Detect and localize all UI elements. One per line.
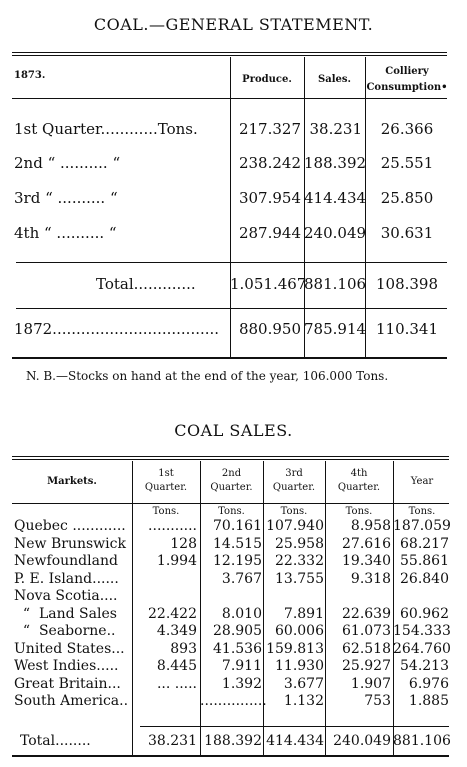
- total-colliery: 108.398: [375, 275, 439, 293]
- cell-q3: 159.813: [266, 640, 324, 657]
- cell-q1: ... .....: [156, 675, 197, 692]
- cell-q4: 61.073: [342, 623, 391, 639]
- unit-label: Tons.: [280, 506, 308, 517]
- cell-year: 55.861: [400, 553, 449, 569]
- cell-year: 6.976: [408, 675, 449, 692]
- header-q1-word: Quarter.: [144, 482, 188, 493]
- prev-produce: 880.950: [238, 320, 301, 338]
- row-label: 1st Quarter............Tons.: [14, 120, 198, 138]
- cell-market: Newfoundland: [14, 553, 118, 569]
- rule: [12, 456, 449, 457]
- cell-q2: 14.515: [213, 535, 262, 552]
- header-year: Year: [410, 476, 434, 487]
- rule: [12, 52, 447, 53]
- header-markets: Markets.: [47, 476, 97, 487]
- header-q1-num: 1st: [158, 468, 174, 479]
- cell-q3: 22.332: [275, 553, 324, 569]
- cell-colliery: 25.850: [380, 189, 434, 207]
- total-label: Total.............: [96, 275, 196, 293]
- header-colliery: Colliery: [385, 66, 429, 77]
- cell-market: Nova Scotia....: [14, 588, 118, 604]
- total-q3: 414.434: [266, 733, 324, 749]
- row-label: 2nd “ .......... “: [14, 154, 121, 172]
- rule: [16, 262, 447, 263]
- cell-produce: 217.327: [238, 120, 301, 138]
- cell-market: “ Seaborne..: [14, 623, 116, 639]
- cell-market: New Brunswick: [14, 535, 126, 552]
- cell-q2: 7.911: [221, 658, 262, 674]
- prev-label: 1872...................................: [14, 320, 220, 338]
- cell-q2: 41.536: [213, 640, 262, 657]
- cell-market: Quebec ............: [14, 518, 126, 534]
- cell-year: 154.333: [393, 623, 451, 639]
- cell-sales: 188.392: [304, 154, 367, 172]
- cell-q4: 19.340: [342, 553, 391, 569]
- cell-year: 54.213: [400, 658, 449, 674]
- rule: [12, 98, 447, 99]
- cell-q2: 3.767: [221, 570, 262, 587]
- total-sales: 881.106: [304, 275, 367, 293]
- header-q2-num: 2nd: [221, 468, 242, 479]
- cell-q3: 107.940: [266, 518, 324, 534]
- stock-note: N. B.—Stocks on hand at the end of the year, 106.000 Tons.: [26, 369, 389, 383]
- cell-market: “ Land Sales: [14, 605, 117, 622]
- cell-q1: 4.349: [156, 623, 197, 639]
- cell-q1: ...........: [148, 518, 197, 534]
- total-q1: 38.231: [148, 733, 197, 749]
- cell-market: West Indies.....: [14, 658, 119, 674]
- unit-label: Tons.: [152, 506, 180, 517]
- cell-q3: 3.677: [283, 675, 324, 692]
- cell-q2: 12.195: [213, 553, 262, 569]
- cell-year: 26.840: [400, 570, 449, 587]
- header-consumption: Consumption•: [366, 82, 448, 93]
- cell-market: P. E. Island......: [14, 570, 119, 587]
- total-q2: 188.392: [204, 733, 262, 749]
- cell-year: 60.962: [400, 605, 449, 622]
- cell-market: United States...: [14, 640, 125, 657]
- cell-q1: 1.994: [156, 553, 197, 569]
- rule: [12, 459, 449, 460]
- column-divider: [304, 57, 305, 357]
- cell-year: 1.885: [408, 693, 449, 709]
- cell-q3: 11.930: [275, 658, 324, 674]
- header-q4-word: Quarter.: [337, 482, 381, 493]
- header-q3-num: 3rd: [285, 468, 303, 479]
- cell-market: Great Britain...: [14, 675, 121, 692]
- prev-sales: 785.914: [304, 320, 367, 338]
- cell-q1: 893: [170, 640, 197, 657]
- total-year: 881.106: [393, 733, 451, 749]
- cell-produce: 238.242: [238, 154, 301, 172]
- header-produce: Produce.: [242, 74, 292, 85]
- cell-q2: 28.905: [213, 623, 262, 639]
- rule: [16, 308, 447, 309]
- unit-label: Tons.: [408, 506, 436, 517]
- column-divider: [365, 57, 366, 357]
- cell-q3: 7.891: [283, 605, 324, 622]
- cell-q4: 62.518: [342, 640, 391, 657]
- header-sales: Sales.: [318, 74, 351, 85]
- cell-q1: 8.445: [156, 658, 197, 674]
- cell-q4: 25.927: [342, 658, 391, 674]
- cell-q2: ...............: [200, 693, 267, 709]
- year-label: 1873.: [14, 70, 46, 81]
- cell-colliery: 26.366: [380, 120, 434, 138]
- cell-q2: 1.392: [221, 675, 262, 692]
- unit-label: Tons.: [218, 506, 245, 517]
- header-q3-word: Quarter.: [272, 482, 316, 493]
- cell-q4: 9.318: [350, 570, 391, 587]
- cell-year: 68.217: [400, 535, 449, 552]
- cell-q3: 60.006: [275, 623, 324, 639]
- cell-q3: 25.958: [275, 535, 324, 552]
- cell-q4: 753: [364, 693, 391, 709]
- total-label: Total........: [20, 733, 91, 749]
- rule: [12, 357, 447, 359]
- header-q2-word: Quarter.: [210, 482, 253, 493]
- header-q4-num: 4th: [350, 468, 368, 479]
- cell-sales: 38.231: [309, 120, 362, 138]
- sales-title: COAL SALES.: [174, 421, 293, 440]
- cell-q3: 13.755: [275, 570, 324, 587]
- total-q4: 240.049: [333, 733, 391, 749]
- cell-q1: 22.422: [148, 605, 197, 622]
- row-label: 3rd “ .......... “: [14, 189, 118, 207]
- cell-q2: 70.161: [213, 518, 262, 534]
- cell-q3: 1.132: [283, 693, 324, 709]
- cell-q4: 8.958: [350, 518, 391, 534]
- cell-colliery: 25.551: [380, 154, 434, 172]
- cell-q1: 128: [170, 535, 197, 552]
- cell-q4: 22.639: [342, 605, 391, 622]
- unit-label: Tons.: [345, 506, 373, 517]
- general-title: COAL.—GENERAL STATEMENT.: [93, 15, 374, 34]
- rule: [12, 55, 447, 56]
- cell-colliery: 30.631: [380, 224, 434, 242]
- column-divider: [230, 57, 231, 357]
- total-produce: 1.051.467: [230, 275, 307, 293]
- cell-year: 187.059: [393, 518, 451, 534]
- cell-market: South America..: [14, 693, 129, 709]
- cell-sales: 414.434: [304, 189, 367, 207]
- cell-year: 264.760: [393, 640, 451, 657]
- cell-sales: 240.049: [304, 224, 367, 242]
- row-label: 4th “ .......... “: [14, 224, 117, 242]
- cell-produce: 287.944: [238, 224, 301, 242]
- rule: [12, 503, 449, 504]
- cell-q4: 1.907: [350, 675, 391, 692]
- rule: [12, 755, 449, 757]
- prev-colliery: 110.341: [375, 320, 439, 338]
- rule: [140, 726, 449, 727]
- cell-q2: 8.010: [221, 605, 262, 622]
- cell-produce: 307.954: [238, 189, 301, 207]
- cell-q4: 27.616: [342, 535, 391, 552]
